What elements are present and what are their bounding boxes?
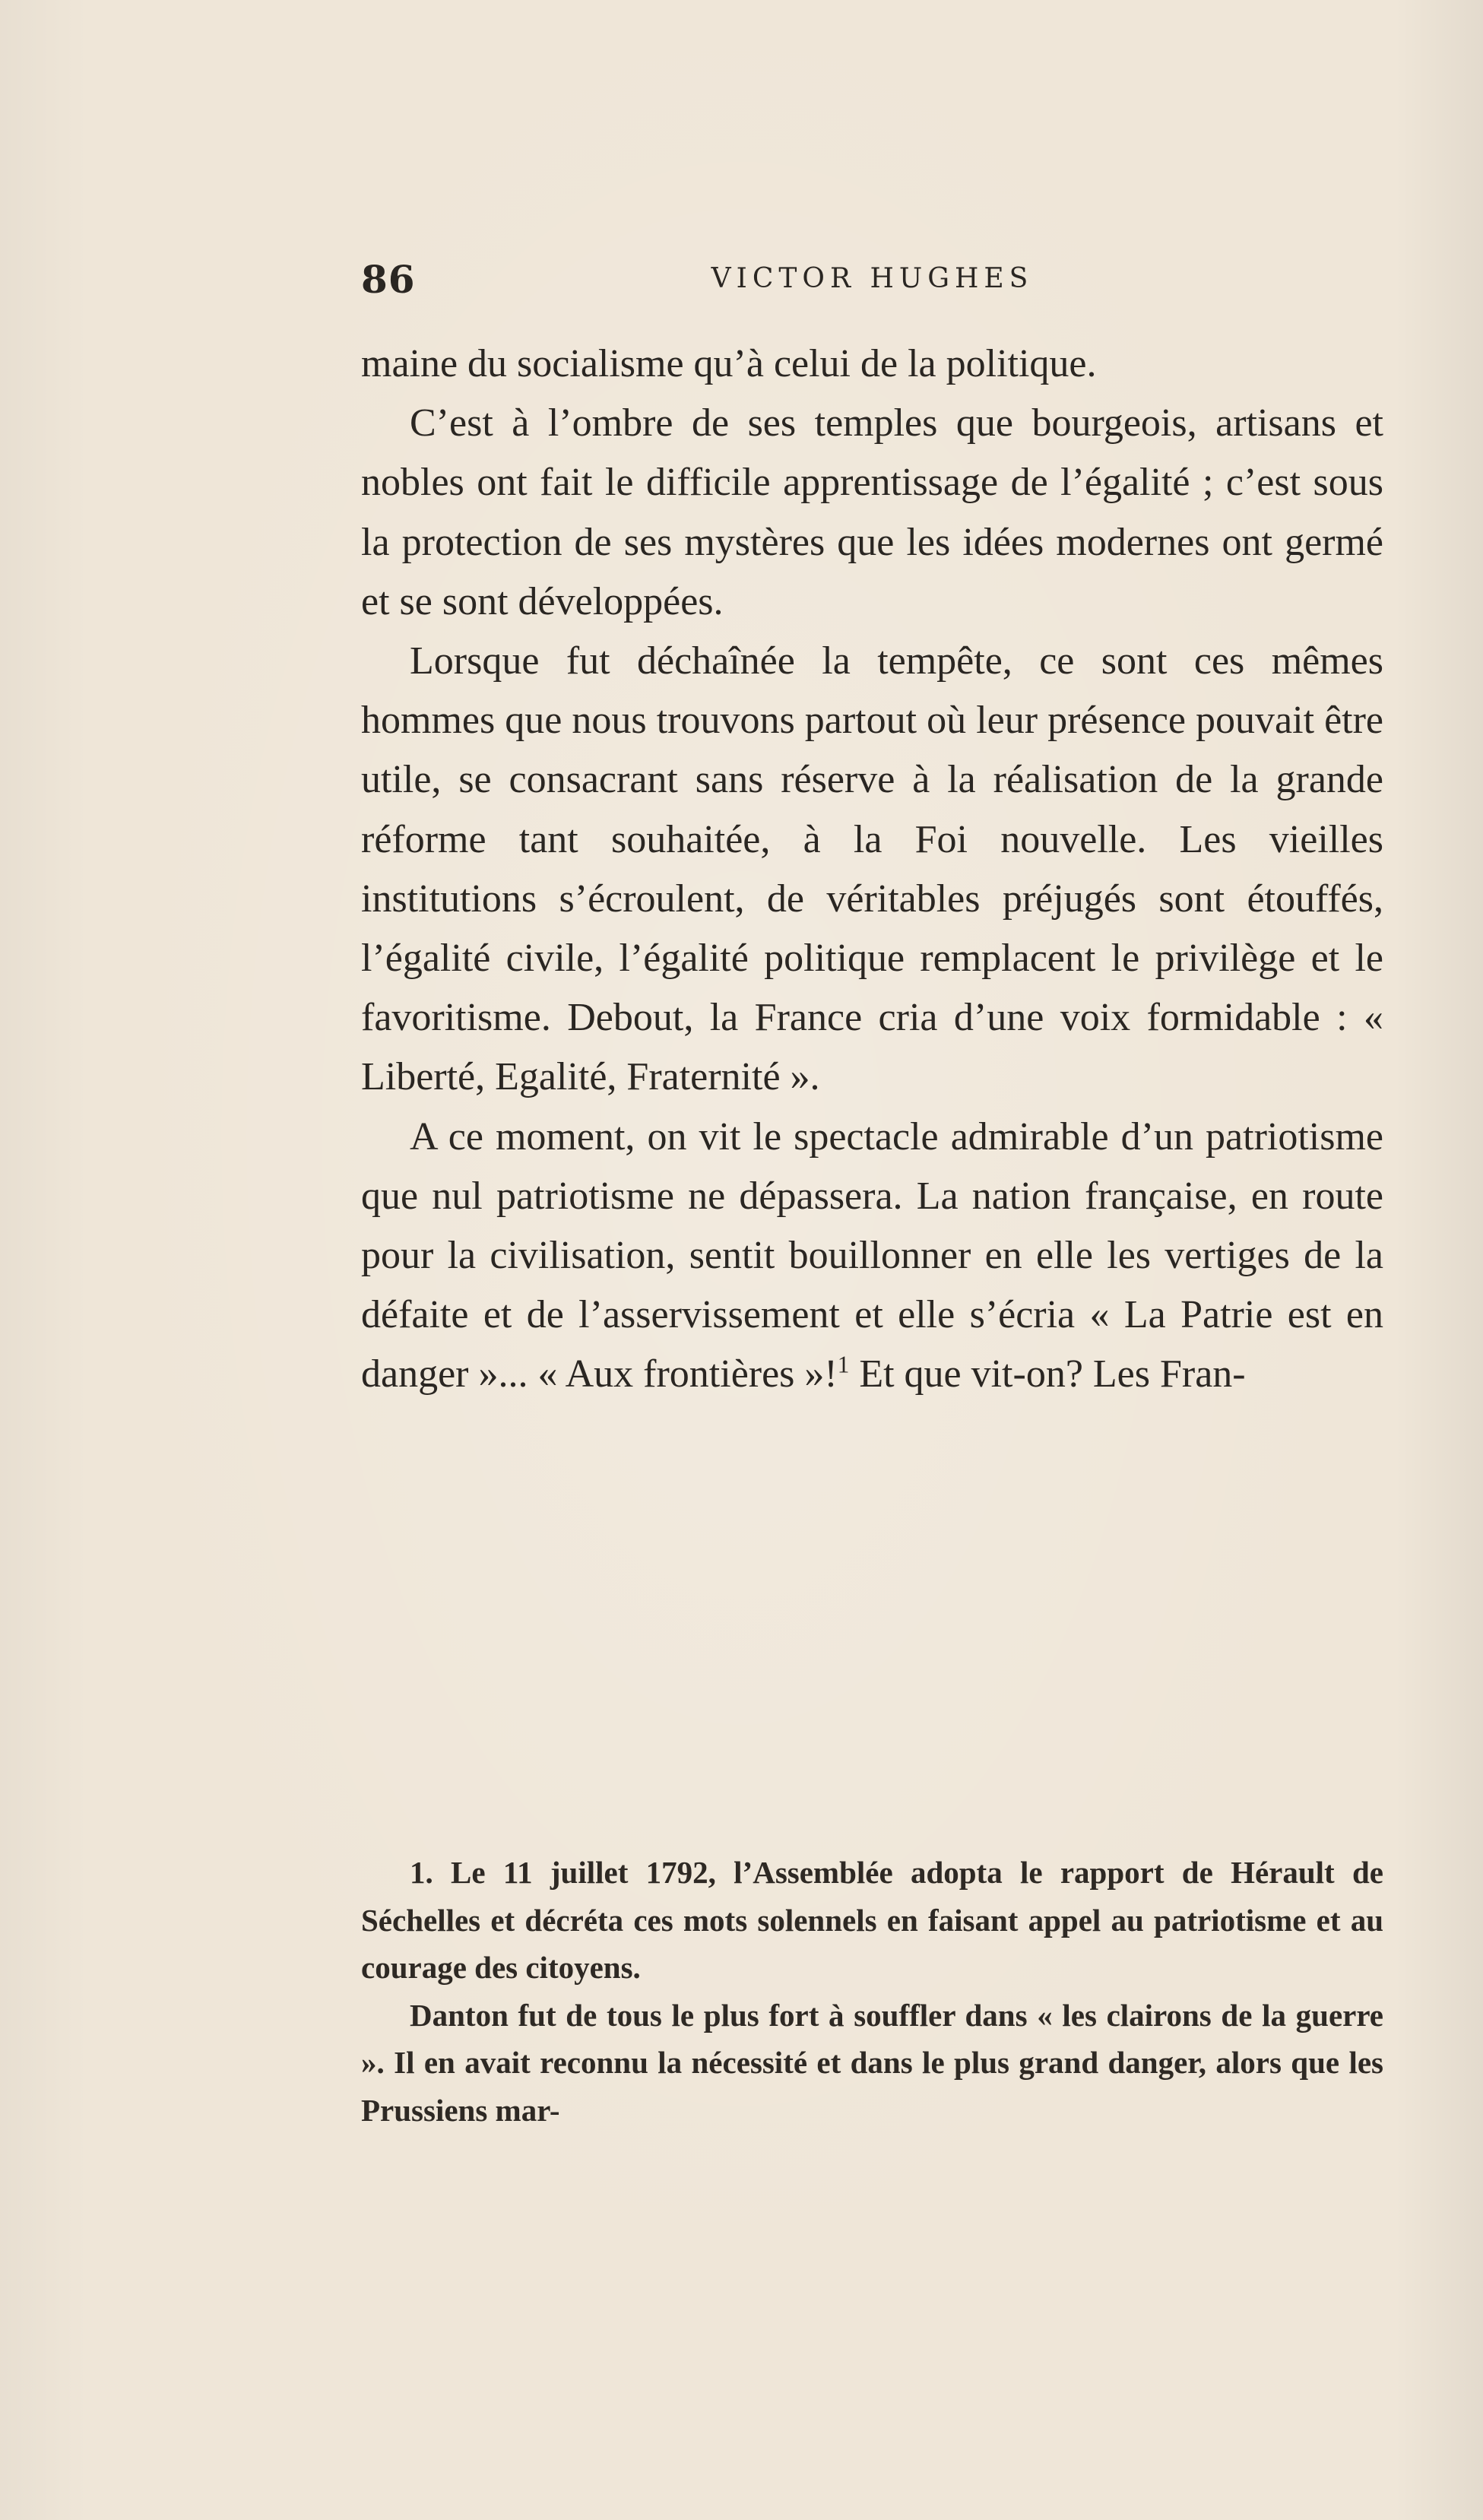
paragraph-continuation: maine du socialisme qu’à celui de la politique. <box>361 342 1097 385</box>
footnote-marker: 1 <box>837 1352 850 1379</box>
body-text <box>361 334 1383 1405</box>
paragraph: C’est à l’ombre de ses temples que bourgeois, artisans et nobles ont fait le difficile apprentissage de l’égalité ; c’est sous la protection de ses mystères que les idées modernes ont germé et se sont développées. <box>361 401 1383 623</box>
running-head: VICTOR HUGHES <box>711 263 1034 294</box>
page-header <box>361 257 1383 310</box>
footnote: 1. Le 11 juillet 1792, l’Assemblée adopta le rapport de Hérault de Séchelles et décréta ces mots solennels en faisant appel au patriotisme et au courage des citoyens. <box>361 1855 1383 1985</box>
paragraph-text-tail: Et que vit-on? Les Fran- <box>849 1352 1246 1396</box>
paragraph <box>361 1108 1383 1405</box>
paragraph-text: A ce moment, on vit le spectacle admirable d’un patriotisme que nul patriotisme ne dépassera. La nation française, en route pour la civilisation, sentit bouillonner en elle les vertiges de la défaite et de l’asservissement et elle s’écria « La Patrie est en danger »... « Aux frontières »! <box>361 1114 1383 1396</box>
page-number: 86 <box>361 257 416 302</box>
footnote: Danton fut de tous le plus fort à souffler dans « les clairons de la guerre ». Il en avait reconnu la nécessité et dans le plus grand danger, alors que les Prussiens mar- <box>361 1997 1383 2128</box>
paragraph: Lorsque fut déchaînée la tempête, ce sont ces mêmes hommes que nous trouvons partout où leur présence pouvait être utile, se consacrant sans réserve à la réalisation de la grande réforme tant souhaitée, à la Foi nouvelle. Les vieilles institutions s’écroulent, de véritables préjugés sont étouffés, l’égalité civile, l’égalité politique remplacent le privilège et le favoritisme. Debout, la France cria d’une voix formidable : « Liberté, Egalité, Fraternité ». <box>361 639 1383 1099</box>
footnotes <box>361 1849 1383 2134</box>
